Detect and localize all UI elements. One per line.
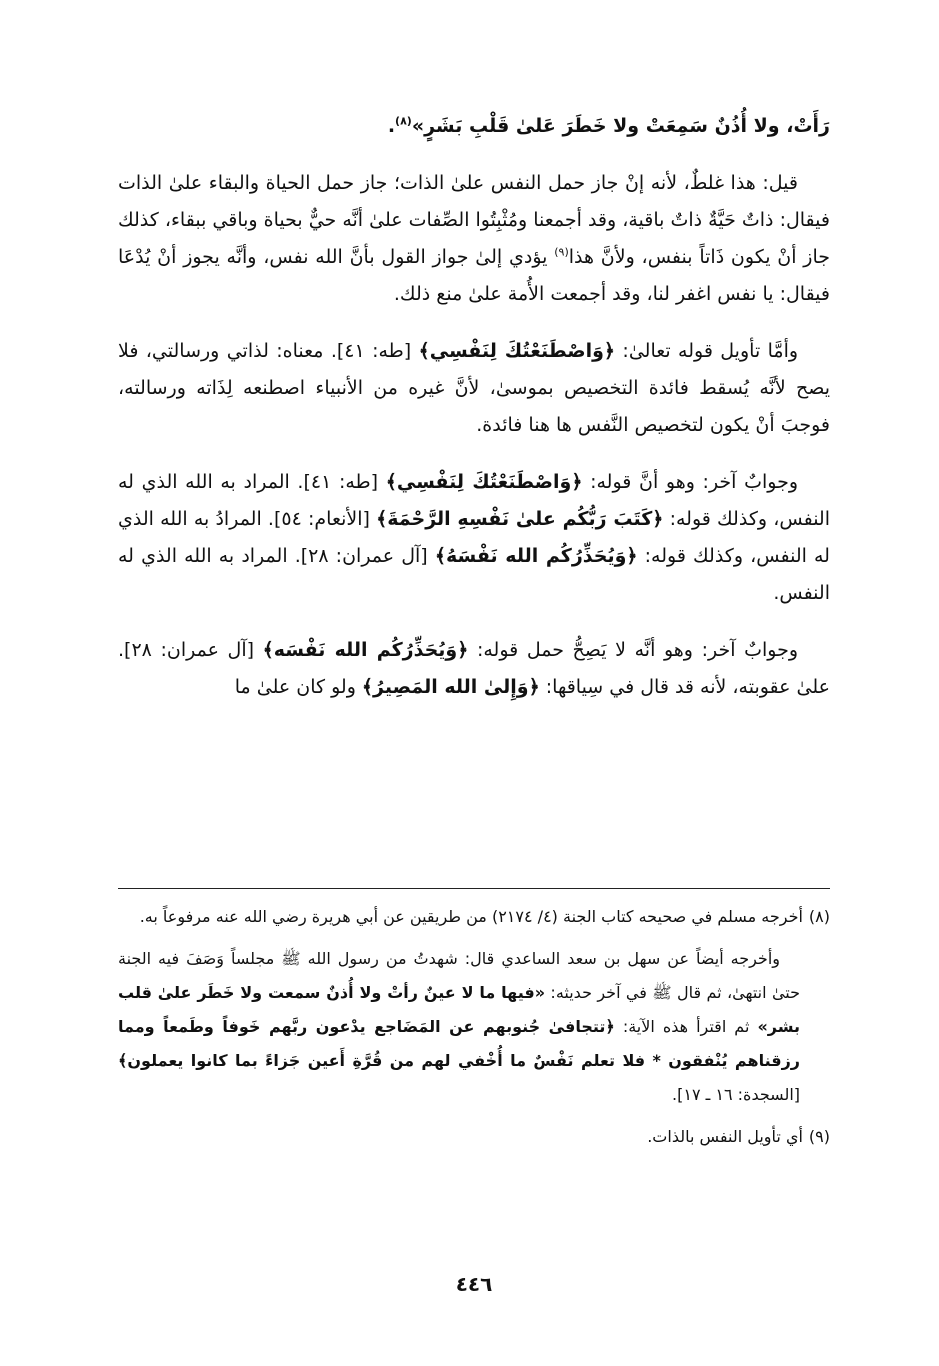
quran-quote: ﴿كَتَبَ رَبُّكُم علىٰ نَفْسِهِ الرَّحْمَةَ﴾ <box>376 508 664 530</box>
paragraph-1-end: . <box>387 115 396 137</box>
quran-quote: ﴿وَيُحَذِّرُكُم الله نَفْسَهُ﴾ <box>434 545 638 567</box>
quran-quote: ﴿وَاصْطَنَعْتُكَ لِنَفْسِي﴾ <box>385 471 583 493</box>
paragraph-2-text: قيل: هذا غلطٌ، لأنه إنْ جاز حمل النفس علىٰ الذات؛ جاز حمل الحياة والبقاء علىٰ الذات فيقال: ذاتٌ حَيَّةٌ ذاتٌ باقية، وقد أجمعنا ومُثْبِتُوا الصِّفات علىٰ أنَّه حيٌّ بحياة وباقي ببقاء، كذلك جاز أنْ يكون ذَاتاً بنفس، ولأنَّ هذا <box>118 172 830 268</box>
hadith-quote: «فيها ما لا عينٌ رأتْ ولا أُذنٌ سمعت ولا خَطَر علىٰ قلب بشر» <box>118 983 801 1036</box>
quran-quote: ﴿وَاصْطَنَعْتُكَ لِنَفْسِي﴾ <box>418 340 616 362</box>
paragraph-2-end: يؤدي إلىٰ جواز القول بأنَّ الله نفس، وأنَّه يجوز أنْ يُدْعَا فيقال: يا نفس اغفر لنا، وقد أجمعت الأُمة علىٰ منع ذلك. <box>118 246 830 305</box>
paragraph-5-a: وجوابٌ آخر: وهو أنَّه لا يَصِحُّ حمل قوله: <box>468 639 798 661</box>
quran-quote: ﴿وَيُحَذِّرُكُم الله نَفْسَه﴾ <box>262 639 469 661</box>
paragraph-2 <box>118 165 830 313</box>
footnote-ref-9: (٩) <box>554 245 569 259</box>
quran-quote: ﴿وَإِلىٰ الله المَصِيرُ﴾ <box>361 676 540 698</box>
main-text <box>118 108 830 726</box>
footnote-number: (٩) <box>808 1127 830 1146</box>
footnote-divider <box>118 888 830 889</box>
paragraph-4-c: [الأنعام: ٥٤]. المرادُ به الله الذي له النفس، وكذلك قوله: <box>118 508 830 567</box>
paragraph-4-d: [آل عمران: ٢٨]. المراد به الله الذي له النفس. <box>118 545 830 604</box>
paragraph-4 <box>118 464 830 612</box>
footnotes <box>118 900 830 1162</box>
footnote-8-continuation <box>118 942 830 1112</box>
footnote-8-text: أخرجه مسلم في صحيحه كتاب الجنة (٤/ ٢١٧٤) من طريقين عن أبي هريرة رضي الله عنه مرفوعاً به. <box>139 907 803 926</box>
paragraph-3-end: [طه: ٤١]. معناه: لذاتي ورسالتي، فلا يصح لأنَّه يُسقط فائدة التخصيص بموسىٰ، لأنَّ غيره من الأنبياء اصطنعه لِذَاته ورسالته، فوجبَ أنْ يكون لتخصيص النَّفس ها هنا فائدة. <box>118 340 830 436</box>
paragraph-4-a: وجوابٌ آخر: وهو أنَّ قوله: <box>582 471 799 493</box>
footnote-8-cont-c: [السجدة: ١٦ ـ ١٧]. <box>672 1085 800 1104</box>
paragraph-5-c: ولو كان علىٰ ما <box>234 676 362 698</box>
quran-quote: ﴿تتجافىٰ جُنوبهم عن المَضَاجع يدْعون ربَّهم خَوفاً وطَمعاً ومما رزقناهم يُنْفقون * فلا تعلم نَفْسٌ ما أُخْفي لهم من قُرَّةِ أَعين جَزاءً بما كانوا يعملون﴾ <box>118 1017 800 1070</box>
footnote-8-continuation-body <box>118 942 800 1112</box>
paragraph-3 <box>118 333 830 444</box>
footnote-8 <box>118 900 830 934</box>
footnote-ref-8: (٨) <box>395 114 412 128</box>
paragraph-5 <box>118 632 830 706</box>
footnote-8-cont-a: وأخرجه أيضاً عن سهل بن سعد الساعدي قال: شهدتُ من رسول الله ﷺ مجلساً وَصَفَ فيه الجنة حتىٰ انتهىٰ، ثم قال ﷺ في آخر حديثه: <box>118 949 801 1002</box>
footnote-number: (٨) <box>808 907 830 926</box>
footnote-9 <box>118 1120 830 1154</box>
paragraph-3-start: وأمَّا تأويل قوله تعالىٰ: <box>615 340 799 362</box>
footnote-8-cont-b: ثم اقترأ هذه الآية: <box>614 1017 758 1036</box>
paragraph-5-b: [آل عمران: ٢٨]. علىٰ عقوبته، لأنه قد قال في سِياقها: <box>118 639 830 698</box>
paragraph-1 <box>118 108 830 145</box>
page-number: ٤٤٦ <box>455 1272 493 1296</box>
footnote-9-text: أي تأويل النفس بالذات. <box>647 1127 803 1146</box>
hadith-end-text: رَأَتْ، ولا أُذُنٌ سَمِعَتْ ولا خَطَرَ عَلىٰ قَلْبِ بَشَرٍ» <box>411 115 830 137</box>
paragraph-4-b: [طه: ٤١]. المراد به الله الذي له النفس، وكذلك قوله: <box>118 471 830 530</box>
document-page <box>118 0 830 1366</box>
